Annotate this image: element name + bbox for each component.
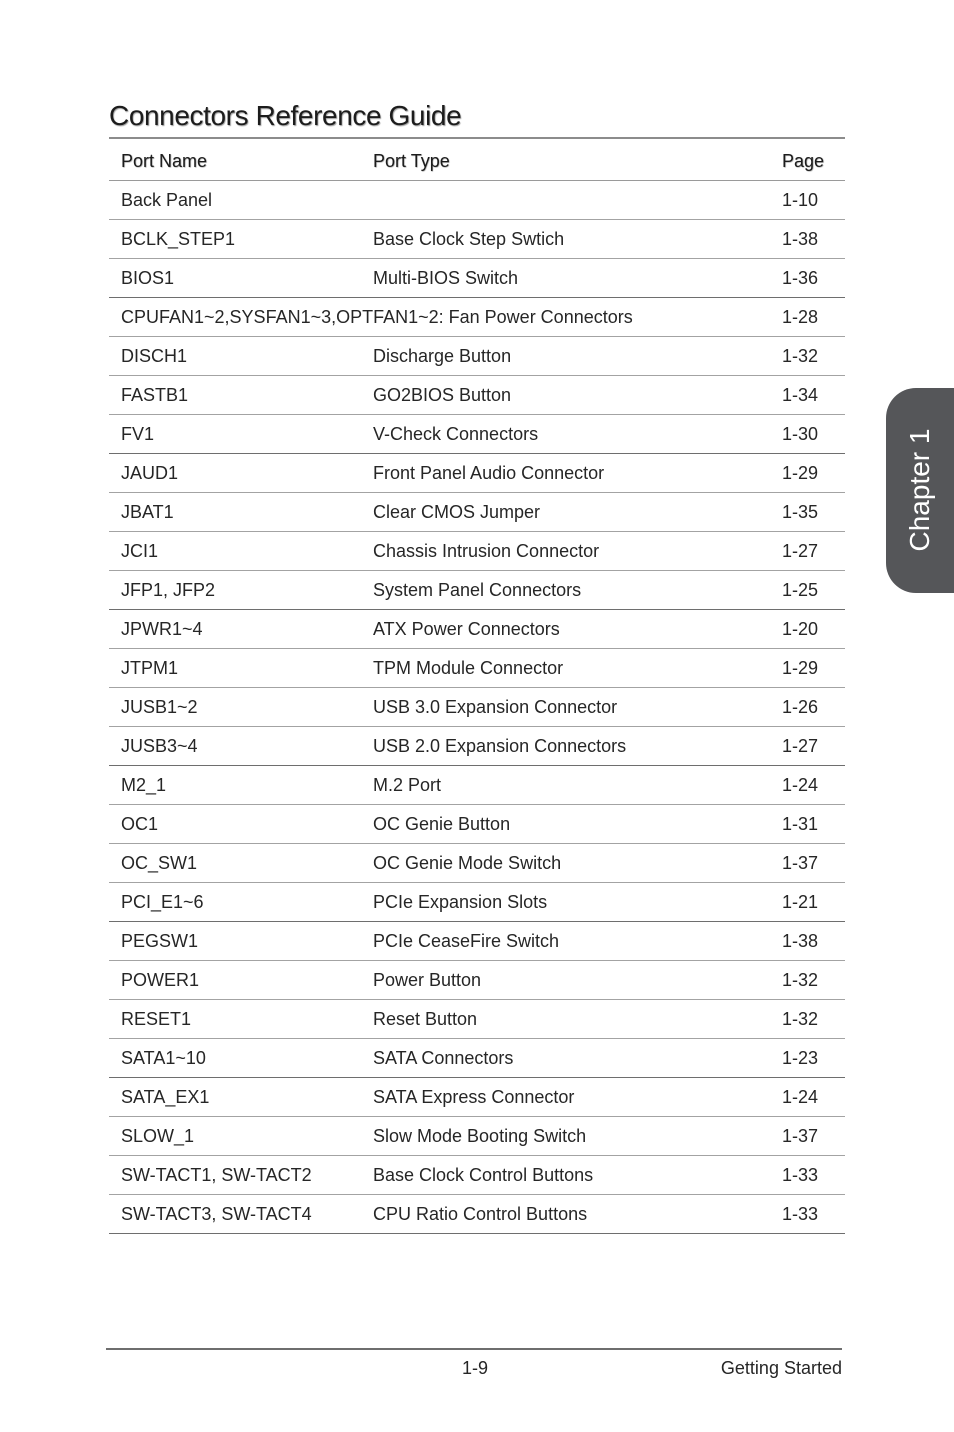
cell-page: 1-21 [770, 883, 845, 922]
cell-port-type: Clear CMOS Jumper [361, 493, 770, 532]
cell-port-type: TPM Module Connector [361, 649, 770, 688]
cell-port-name: OC_SW1 [109, 844, 361, 883]
cell-port-type: PCIe CeaseFire Switch [361, 922, 770, 961]
cell-port-type: System Panel Connectors [361, 571, 770, 610]
cell-port-type: OC Genie Mode Switch [361, 844, 770, 883]
cell-page: 1-28 [770, 298, 845, 337]
cell-port-type: M.2 Port [361, 766, 770, 805]
cell-port-name: SATA1~10 [109, 1039, 361, 1078]
cell-port-name: BCLK_STEP1 [109, 220, 361, 259]
cell-port-type: USB 3.0 Expansion Connector [361, 688, 770, 727]
cell-port-name: SW-TACT1, SW-TACT2 [109, 1156, 361, 1195]
table-row [109, 415, 845, 454]
table-row [109, 883, 845, 922]
table-row [109, 610, 845, 649]
cell-page: 1-33 [770, 1156, 845, 1195]
cell-port-type: OC Genie Button [361, 805, 770, 844]
table-row [109, 1195, 845, 1234]
table-row [109, 493, 845, 532]
cell-port-name: JUSB3~4 [109, 727, 361, 766]
title-divider [109, 137, 845, 139]
footer-section-title: Getting Started [720, 1358, 842, 1378]
cell-page: 1-37 [770, 1117, 845, 1156]
cell-port-name: M2_1 [109, 766, 361, 805]
table-row [109, 1117, 845, 1156]
cell-page: 1-29 [770, 454, 845, 493]
cell-port-name: JPWR1~4 [109, 610, 361, 649]
cell-page: 1-33 [770, 1195, 845, 1234]
cell-page: 1-20 [770, 610, 845, 649]
cell-page: 1-38 [770, 220, 845, 259]
cell-port-name: Back Panel [109, 181, 361, 220]
table-row [109, 454, 845, 493]
cell-page: 1-35 [770, 493, 845, 532]
cell-page: 1-32 [770, 1000, 845, 1039]
cell-port-name: JCI1 [109, 532, 361, 571]
cell-port-name: SATA_EX1 [109, 1078, 361, 1117]
cell-port-type: GO2BIOS Button [361, 376, 770, 415]
cell-page: 1-23 [770, 1039, 845, 1078]
column-header-page: Page [770, 142, 845, 181]
cell-port-name: JUSB1~2 [109, 688, 361, 727]
cell-port-name: OC1 [109, 805, 361, 844]
cell-port-type: CPU Ratio Control Buttons [361, 1195, 770, 1234]
table-row [109, 220, 845, 259]
cell-port-name: JAUD1 [109, 454, 361, 493]
cell-port-type: Slow Mode Booting Switch [361, 1117, 770, 1156]
cell-port-type: ATX Power Connectors [361, 610, 770, 649]
cell-port-type: Chassis Intrusion Connector [361, 532, 770, 571]
cell-port-name: JFP1, JFP2 [109, 571, 361, 610]
cell-page: 1-30 [770, 415, 845, 454]
cell-page: 1-24 [770, 766, 845, 805]
connectors-table [109, 142, 845, 1234]
page-title: Connectors Reference Guide [109, 100, 462, 131]
table-row [109, 259, 845, 298]
column-header-port-name: Port Name [109, 142, 361, 181]
cell-page: 1-34 [770, 376, 845, 415]
cell-port-type: SATA Express Connector [361, 1078, 770, 1117]
table-row [109, 571, 845, 610]
table-row [109, 727, 845, 766]
cell-page: 1-38 [770, 922, 845, 961]
cell-page: 1-25 [770, 571, 845, 610]
table-row [109, 766, 845, 805]
cell-port-name: FV1 [109, 415, 361, 454]
table-row [109, 1156, 845, 1195]
chapter-tab-label: Chapter 1 [904, 428, 935, 552]
table-row [109, 337, 845, 376]
cell-page: 1-27 [770, 532, 845, 571]
cell-port-name: PEGSW1 [109, 922, 361, 961]
footer-page-number: 1-9 [461, 1358, 489, 1378]
table-row [109, 532, 845, 571]
table-row [109, 649, 845, 688]
table-row [109, 1039, 845, 1078]
cell-page: 1-36 [770, 259, 845, 298]
cell-port-type: PCIe Expansion Slots [361, 883, 770, 922]
cell-port-type: USB 2.0 Expansion Connectors [361, 727, 770, 766]
cell-port-type: Front Panel Audio Connector [361, 454, 770, 493]
table-row [109, 376, 845, 415]
table-row [109, 1000, 845, 1039]
cell-port-name: RESET1 [109, 1000, 361, 1039]
cell-page: 1-31 [770, 805, 845, 844]
cell-page: 1-27 [770, 727, 845, 766]
cell-page: 1-10 [770, 181, 845, 220]
table-row [109, 688, 845, 727]
cell-port-type [361, 181, 770, 220]
cell-port-type: Base Clock Control Buttons [361, 1156, 770, 1195]
cell-port-type: Reset Button [361, 1000, 770, 1039]
cell-port-type: Discharge Button [361, 337, 770, 376]
cell-port-name: SW-TACT3, SW-TACT4 [109, 1195, 361, 1234]
cell-page: 1-29 [770, 649, 845, 688]
column-header-port-type: Port Type [361, 142, 770, 181]
cell-page: 1-24 [770, 1078, 845, 1117]
cell-port-name: FASTB1 [109, 376, 361, 415]
cell-port-type: Base Clock Step Swtich [361, 220, 770, 259]
cell-page: 1-32 [770, 961, 845, 1000]
table-row [109, 805, 845, 844]
cell-port-type: Power Button [361, 961, 770, 1000]
cell-port-type: SATA Connectors [361, 1039, 770, 1078]
table-header-row [109, 142, 845, 181]
cell-port-name: PCI_E1~6 [109, 883, 361, 922]
table-row [109, 298, 845, 337]
table-row [109, 922, 845, 961]
cell-port-name: DISCH1 [109, 337, 361, 376]
cell-port-name: CPUFAN1~2,SYSFAN1~3,OPTFAN1~2: Fan Power Connectors [109, 298, 770, 337]
table-row [109, 181, 845, 220]
cell-port-name: SLOW_1 [109, 1117, 361, 1156]
cell-port-name: BIOS1 [109, 259, 361, 298]
footer-divider [106, 1348, 842, 1350]
table-row [109, 844, 845, 883]
table-body [109, 181, 845, 1234]
cell-port-name: JBAT1 [109, 493, 361, 532]
table-row [109, 1078, 845, 1117]
cell-page: 1-37 [770, 844, 845, 883]
cell-page: 1-32 [770, 337, 845, 376]
cell-port-type: V-Check Connectors [361, 415, 770, 454]
cell-port-name: POWER1 [109, 961, 361, 1000]
cell-port-type: Multi-BIOS Switch [361, 259, 770, 298]
table-row [109, 961, 845, 1000]
cell-port-name: JTPM1 [109, 649, 361, 688]
cell-page: 1-26 [770, 688, 845, 727]
